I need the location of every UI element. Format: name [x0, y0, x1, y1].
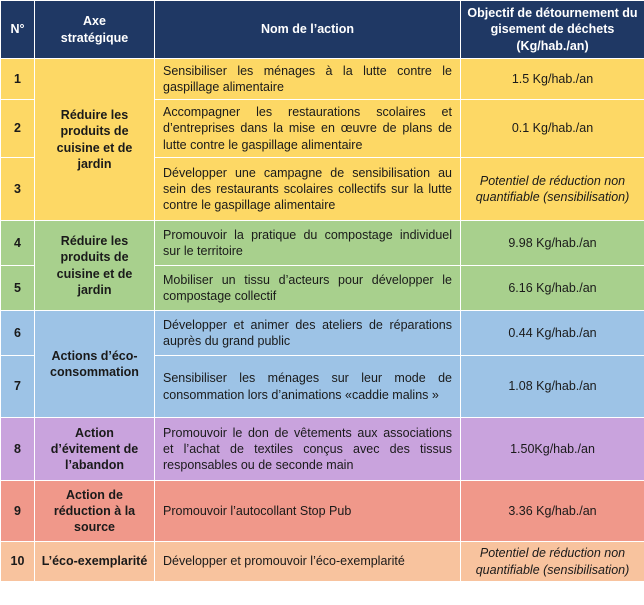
objective-cell: 1.50Kg/hab./an — [461, 418, 644, 481]
action-cell: Sensibiliser les ménages à la lutte contre le gaspillage alimentaire — [155, 59, 461, 100]
action-cell: Développer et promouvoir l’éco-exemplarité — [155, 542, 461, 582]
axe-cell: Action d’évitement de l’abandon — [35, 418, 155, 481]
axe-cell: L’éco-exemplarité — [35, 542, 155, 582]
table-row — [1, 418, 644, 481]
objective-cell: 1.5 Kg/hab./an — [461, 59, 644, 100]
row-num: 3 — [1, 158, 35, 221]
axe-cell: Réduire les produits de cuisine et de jardin — [35, 221, 155, 311]
header-objective: Objectif de détournement du gisement de déchets (Kg/hab./an) — [461, 1, 644, 59]
objective-cell: 1.08 Kg/hab./an — [461, 356, 644, 418]
row-num: 1 — [1, 59, 35, 100]
row-num: 6 — [1, 311, 35, 356]
objective-cell: 3.36 Kg/hab./an — [461, 481, 644, 542]
action-cell: Promouvoir le don de vêtements aux associations et l’achat de textiles conçus avec des tissus responsables ou de seconde main — [155, 418, 461, 481]
objective-cell: Potentiel de réduction non quantifiable (sensibilisation) — [461, 542, 644, 582]
axe-cell: Réduire les produits de cuisine et de jardin — [35, 59, 155, 221]
action-cell: Accompagner les restaurations scolaires et d’entreprises dans la mise en œuvre de plans de lutte contre le gaspillage alimentaire — [155, 100, 461, 158]
row-num: 2 — [1, 100, 35, 158]
objective-cell: 0.1 Kg/hab./an — [461, 100, 644, 158]
row-num: 10 — [1, 542, 35, 582]
objective-cell: 9.98 Kg/hab./an — [461, 221, 644, 266]
table-row — [1, 542, 644, 582]
objective-cell: 6.16 Kg/hab./an — [461, 266, 644, 311]
table-row — [1, 221, 644, 266]
objective-cell: 0.44 Kg/hab./an — [461, 311, 644, 356]
action-cell: Promouvoir l’autocollant Stop Pub — [155, 481, 461, 542]
row-num: 8 — [1, 418, 35, 481]
table-row — [1, 59, 644, 100]
axe-cell: Actions d’éco-consommation — [35, 311, 155, 418]
action-cell: Promouvoir la pratique du compostage individuel sur le territoire — [155, 221, 461, 266]
objective-cell: Potentiel de réduction non quantifiable (sensibilisation) — [461, 158, 644, 221]
row-num: 7 — [1, 356, 35, 418]
action-cell: Développer une campagne de sensibilisation au sein des restaurants scolaires collectifs sur la lutte contre le gaspillage alimentaire — [155, 158, 461, 221]
header-axe: Axe stratégique — [35, 1, 155, 59]
row-num: 9 — [1, 481, 35, 542]
axe-cell: Action de réduction à la source — [35, 481, 155, 542]
action-cell: Développer et animer des ateliers de réparations auprès du grand public — [155, 311, 461, 356]
row-num: 4 — [1, 221, 35, 266]
header-num: N° — [1, 1, 35, 59]
table-row — [1, 311, 644, 356]
action-cell: Mobiliser un tissu d’acteurs pour développer le compostage collectif — [155, 266, 461, 311]
row-num: 5 — [1, 266, 35, 311]
header-action: Nom de l’action — [155, 1, 461, 59]
action-cell: Sensibiliser les ménages sur leur mode de consommation lors d’animations «caddie malins » — [155, 356, 461, 418]
table-header-row — [1, 1, 644, 59]
table-row — [1, 481, 644, 542]
